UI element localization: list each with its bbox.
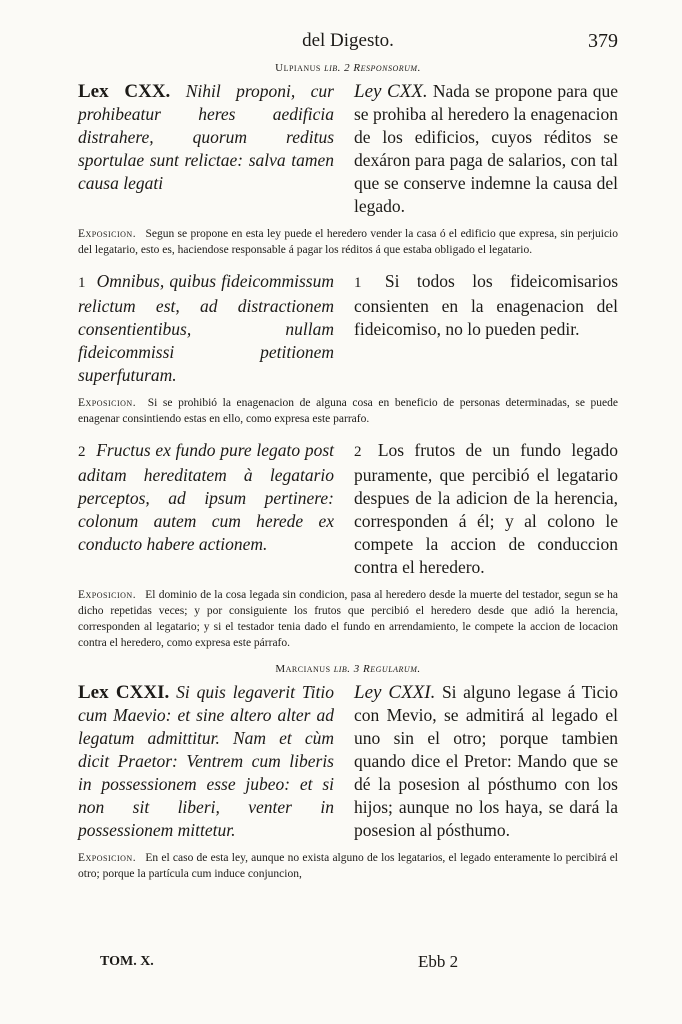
exposition [78,395,618,427]
spanish-text: Nada se propone para que se prohiba al heredero la enagenacion de los edificios, cuyos réditos se dexáron para paga de salarios, con tal que se conserve indemne la causa del legado. [354,81,618,216]
latin-text: Fructus ex fundo pure legato post aditam hereditatem à legatario perceptos, ad ipsum pertinere: colonum autem cum herede ex conducto habere actionem. [78,440,334,554]
paragraph-number: 2 [78,444,86,460]
latin-column [78,270,334,387]
paragraph-1 [78,270,618,387]
paragraph-number: 1 [78,275,86,291]
exposition [78,226,618,258]
spanish-label: Ley CXXI. [354,682,436,703]
spanish-text: Los frutos de un fundo legado puramente, que percibió el legatario despues de la adicion de la herencia, corresponden á él; y al colono le compete la accion de conduccion contra el heredero. [354,440,618,577]
source-author: Ulpianus [275,62,321,74]
spanish-label: Ley CXX. [354,81,428,102]
spanish-text: Si todos los fideicomisarios consienten en la enagenacion del fideicomiso, no lo pueden pedir. [354,271,619,339]
page [78,28,618,894]
exposition-text: Segun se propone en esta ley puede el heredero vender la casa ó el edificio que expresa, sin perjuicio del legatario, esto es, haciendose responsable á pagar los réditos á que estaba obligado el legatario. [78,228,619,256]
lex-121 [78,681,618,842]
volume-label: TOM. X. [100,954,154,969]
source-work: lib. 2 Responsorum. [324,62,421,74]
spanish-column [354,270,618,387]
paragraph-number: 2 [354,444,362,460]
latin-text: Omnibus, quibus fideicommissum relictum est, ad distractionem consentientibus, nullam fideicommissi petitionem superfuturam. [78,271,335,385]
signature-mark: Ebb 2 [418,952,459,971]
header-title: del Digesto. [302,30,394,51]
page-footer [100,954,618,976]
exposition-head: Exposicion. [78,852,137,864]
latin-text: Si quis legaverit Titio cum Maevio: et sine altero alter ad legatum admittitur. Nam et cùm dicit Praetor: Ventrem cum liberis in possessionem esse jubeo: et si non sit liberi, venter in possessionem mittetur. [78,682,334,840]
exposition [78,587,618,651]
exposition [78,850,618,882]
latin-column [78,439,334,579]
running-header [78,28,618,58]
source-author: Marcianus [275,663,331,675]
exposition-head: Exposicion. [78,589,137,601]
spanish-text: Si alguno legase á Ticio con Mevio, se admitirá al legado el uno sin el otro; porque tambien quando dice el Pretor: Mando que se dé la posesion al pósthumo con los hijos; aunque no los haya, se dará la posesion al pósthumo. [354,682,619,840]
source-citation [78,663,618,675]
exposition-text: Si se prohibió la enagenacion de alguna cosa en beneficio de personas determinadas, se puede enagenar consintiendo estas en ello, como expresa este parrafo. [78,397,618,425]
source-citation [78,62,618,74]
latin-column [78,80,334,218]
exposition-text: En el caso de esta ley, aunque no exista alguno de los legatarios, el legado enteramente lo percibirá el otro; porque la partícula cum induce conjuncion, [78,852,618,880]
exposition-head: Exposicion. [78,228,137,240]
paragraph-number: 1 [354,275,362,291]
spanish-column [354,439,618,579]
latin-column [78,681,334,842]
paragraph-2 [78,439,618,579]
exposition-text: El dominio de la cosa legada sin condicion, pasa al heredero desde la muerte del testador, segun se ha dicho repetidas veces; y por consiguiente los frutos que percibió el heredero desde que adió la herencia, corresponden al legatario; y si el testador tenia dado el fundo en arrendamiento, le compete la accion de locacion contra el heredero, como expresa este párrafo. [78,589,619,649]
exposition-head: Exposicion. [78,397,137,409]
latin-text: Nihil proponi, cur prohibeatur heres aedificia distrahere, quorum reditus sportulae sunt relictae: salva tamen causa legati [78,81,334,193]
latin-label: Lex CXXI. [78,682,170,703]
spanish-column [354,80,618,218]
spanish-column [354,681,618,842]
lex-120 [78,80,618,218]
page-number: 379 [588,30,618,52]
source-work: lib. 3 Regularum. [333,663,421,675]
latin-label: Lex CXX. [78,81,171,102]
